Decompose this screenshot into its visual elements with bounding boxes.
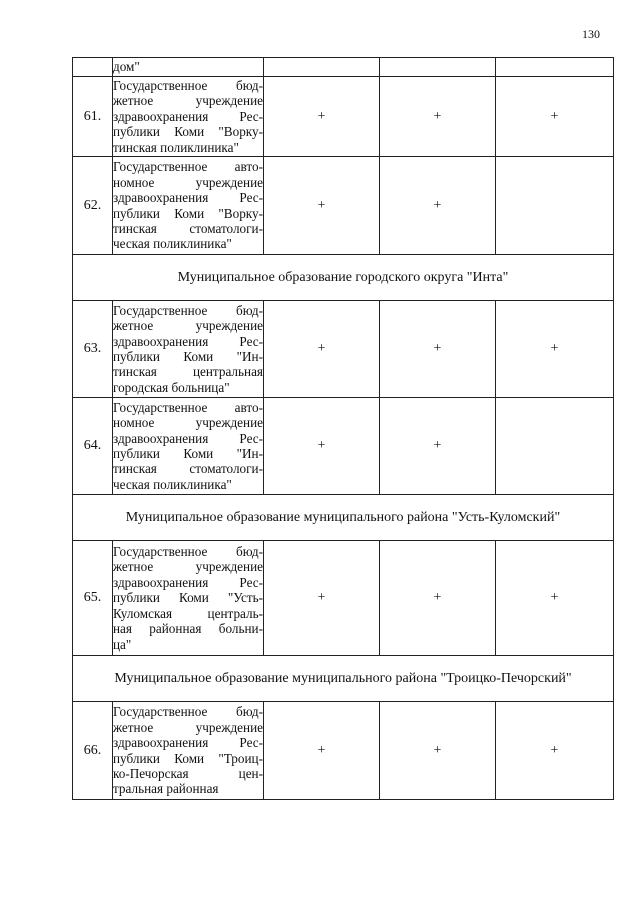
mark-cell-1: +: [264, 541, 380, 656]
organization-name-line: тинская поликлиника": [113, 139, 239, 155]
organization-name-line: Государственное авто-: [113, 399, 263, 415]
mark-cell-2: +: [380, 301, 496, 398]
organization-name-line: ко-Печорская цен-: [113, 765, 263, 781]
organization-name-line: ческая поликлиника": [113, 476, 232, 492]
organization-name-line: Государственное бюд-: [113, 302, 263, 318]
organization-name-line: здравоохранения Рес-: [113, 430, 263, 446]
mark-cell-1: +: [264, 301, 380, 398]
organization-name-line: тинская центральная: [113, 364, 263, 380]
organization-name-line: публики Коми "Усть-: [113, 590, 263, 606]
organization-name-line: номное учреждение: [113, 174, 263, 190]
mark-cell-2: +: [380, 702, 496, 800]
organization-name-line: ная районная больни-: [113, 621, 263, 637]
facilities-table: [72, 57, 614, 800]
table-row: [73, 702, 614, 800]
section-header-row: [73, 656, 614, 702]
mark-cell-3: [496, 157, 614, 255]
section-title: Муниципальное образование городского округа "Инта": [73, 255, 614, 301]
organization-name-line: жетное учреждение: [113, 318, 263, 334]
organization-name-line: тинская стоматологи-: [113, 220, 263, 236]
mark-cell-1: +: [264, 77, 380, 157]
organization-name: [113, 58, 264, 77]
organization-name-line: публики Коми "Ворку-: [113, 124, 263, 140]
organization-name-line: Государственное бюд-: [113, 77, 263, 93]
organization-name-line: тральная районная: [113, 781, 219, 797]
row-number: 63.: [73, 301, 113, 398]
organization-name-line: дом": [113, 59, 140, 75]
mark-cell-1: [264, 58, 380, 77]
row-number: 61.: [73, 77, 113, 157]
organization-name-line: здравоохранения Рес-: [113, 190, 263, 206]
mark-cell-3: +: [496, 541, 614, 656]
organization-name-line: здравоохранения Рес-: [113, 108, 263, 124]
mark-cell-2: [380, 58, 496, 77]
row-number: [73, 58, 113, 77]
organization-name-line: публики Коми "Ин-: [113, 349, 263, 364]
organization-name-line: здравоохранения Рес-: [113, 735, 263, 751]
mark-cell-3: +: [496, 77, 614, 157]
mark-cell-2: +: [380, 398, 496, 495]
organization-name-line: Государственное бюд-: [113, 704, 263, 720]
organization-name: [113, 702, 264, 800]
organization-name-line: городская больница": [113, 379, 230, 395]
organization-name-line: Государственное бюд-: [113, 544, 263, 560]
mark-cell-2: +: [380, 77, 496, 157]
organization-name-line: публики Коми "Троиц-: [113, 750, 263, 766]
row-number: 66.: [73, 702, 113, 800]
organization-name-line: жетное учреждение: [113, 559, 263, 575]
organization-name: [113, 398, 264, 495]
organization-name: [113, 301, 264, 398]
section-header-row: [73, 255, 614, 301]
row-number: 65.: [73, 541, 113, 656]
table-row: [73, 398, 614, 495]
organization-name-line: публики Коми "Ворку-: [113, 205, 263, 221]
table-row: [73, 301, 614, 398]
row-number: 62.: [73, 157, 113, 255]
mark-cell-3: +: [496, 702, 614, 800]
mark-cell-3: [496, 398, 614, 495]
mark-cell-2: +: [380, 541, 496, 656]
mark-cell-3: +: [496, 301, 614, 398]
organization-name-line: здравоохранения Рес-: [113, 574, 263, 590]
page-number: 130: [582, 27, 600, 41]
mark-cell-3: [496, 58, 614, 77]
organization-name-line: Куломская централь-: [113, 605, 263, 621]
row-number: 64.: [73, 398, 113, 495]
table-row: [73, 157, 614, 255]
organization-name: [113, 77, 264, 157]
table-row: [73, 77, 614, 157]
section-header-row: [73, 495, 614, 541]
mark-cell-1: +: [264, 398, 380, 495]
organization-name-line: ца": [113, 636, 132, 652]
section-title: Муниципальное образование муниципального района "Троицко-Печорский": [73, 656, 614, 702]
table-row: [73, 541, 614, 656]
organization-name-line: жетное учреждение: [113, 719, 263, 735]
table-row: [73, 58, 614, 77]
organization-name-line: тинская стоматологи-: [113, 461, 263, 477]
organization-name: [113, 541, 264, 656]
organization-name-line: номное учреждение: [113, 415, 263, 431]
organization-name-line: здравоохранения Рес-: [113, 333, 263, 349]
mark-cell-1: +: [264, 157, 380, 255]
organization-name-line: жетное учреждение: [113, 93, 263, 109]
organization-name-line: Государственное авто-: [113, 159, 263, 175]
mark-cell-2: +: [380, 157, 496, 255]
organization-name-line: ческая поликлиника": [113, 236, 232, 252]
mark-cell-1: +: [264, 702, 380, 800]
organization-name: [113, 157, 264, 255]
section-title: Муниципальное образование муниципального района "Усть-Куломский": [73, 495, 614, 541]
organization-name-line: публики Коми "Ин-: [113, 446, 263, 461]
